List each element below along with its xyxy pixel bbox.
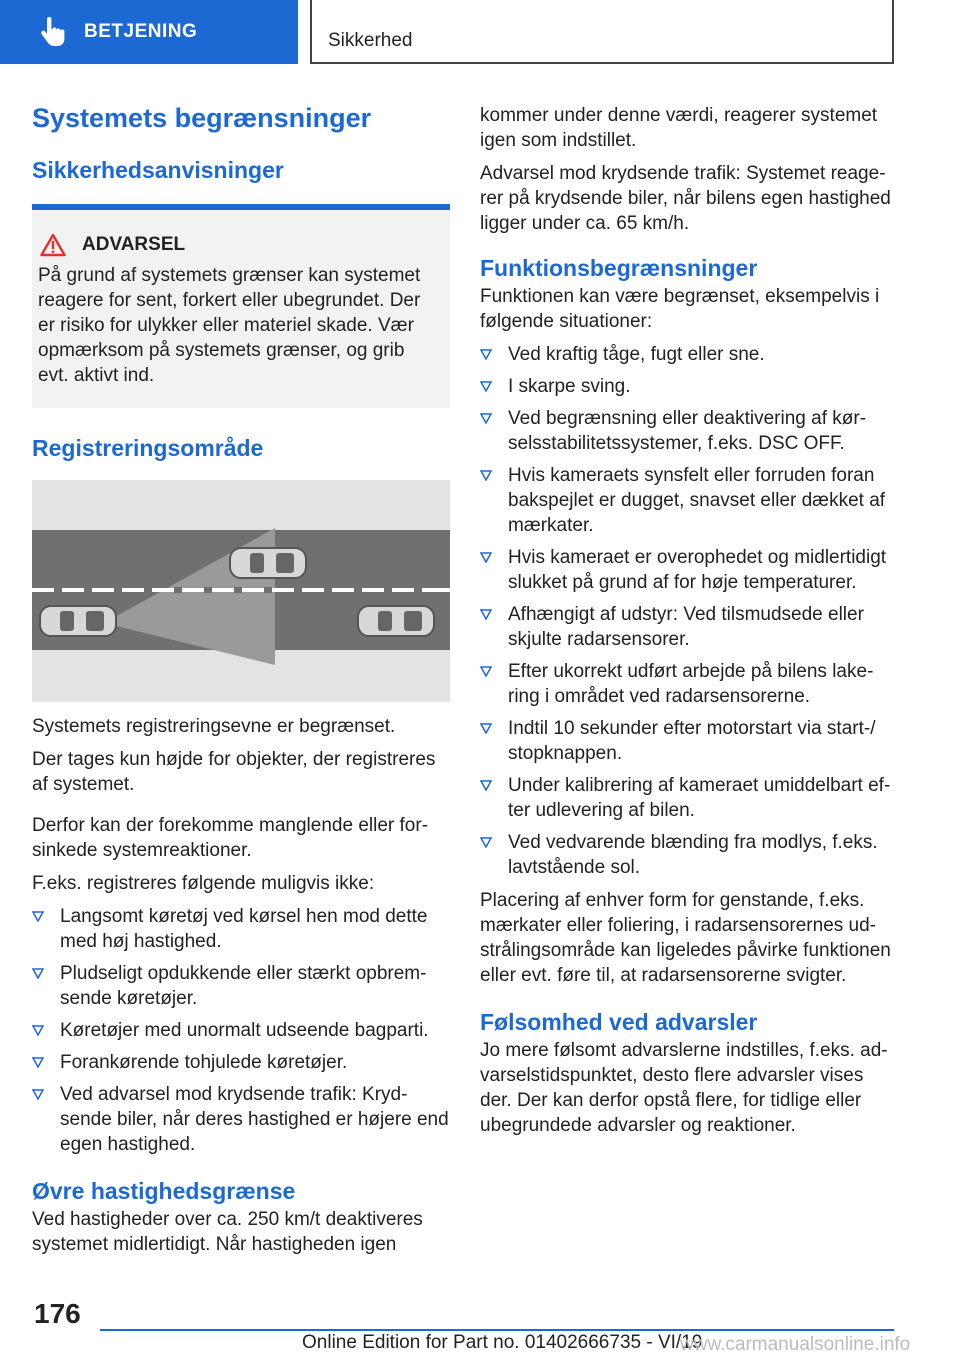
bullet-triangle-icon xyxy=(32,1057,44,1068)
list-item: Ved advarsel mod krydsende trafik: Krydsende biler, når deres hastighed er højere end egen hastighed. xyxy=(32,1082,450,1157)
bullet-triangle-icon xyxy=(480,470,492,481)
road-diagram xyxy=(32,480,450,702)
paragraph: kommer under denne værdi, reagerer systemet igen som indstillet. xyxy=(480,105,878,151)
list-item: I skarpe sving. xyxy=(480,374,898,399)
chapter-label: BETJENING xyxy=(84,21,198,42)
car-target-left xyxy=(230,548,306,578)
page-number: 176 xyxy=(34,1298,81,1329)
list-item: Ved begrænsning eller deaktivering af kørselsstabilitetssystemer, f.eks. DSC OFF. xyxy=(480,406,898,456)
list-item: Pludseligt opdukkende eller stærkt opbremsende køretøjer. xyxy=(32,961,450,1011)
detection-area-heading: Registreringsområde xyxy=(32,435,264,461)
paragraph: F.eks. registreres følgende muligvis ikke: xyxy=(32,873,375,894)
list-item: Indtil 10 sekunder efter motorstart via start-/ stopknappen. xyxy=(480,716,898,766)
warning-header xyxy=(38,232,436,257)
list-item: Langsomt køretøj ved kørsel hen mod dette med høj hastighed. xyxy=(32,904,450,954)
paragraph: Ved hastigheder over ca. 250 km/t deaktiveres systemet midlertidigt. Når hastigheden igen xyxy=(32,1209,423,1255)
list-item: Ved vedvarende blænding fra modlys, f.eks. lavtstående sol. xyxy=(480,830,898,880)
bullet-triangle-icon xyxy=(480,723,492,734)
paragraph: Jo mere følsomt advarslerne indstilles, f.eks. advarselstidspunktet, desto flere advarsler vises der. Der kan derfor opstå flere, for tidlige eller ubegrundede advarsler og reaktioner. xyxy=(480,1040,888,1136)
paragraph: Derfor kan der forekomme manglende eller forsinkede systemreaktioner. xyxy=(32,815,429,861)
list-item: Under kalibrering af kameraet umiddelbart efter udlevering af bilen. xyxy=(480,773,898,823)
warning-text: På grund af systemets grænser kan systemet reagere for sent, forkert eller ubegrundet. Der er risiko for ulykker eller materiel skade. Vær opmærksom på systemets grænser, og grib evt. aktivt ind. xyxy=(38,265,421,386)
car-ego xyxy=(40,606,116,636)
car-target-ahead xyxy=(358,606,434,636)
left-column xyxy=(32,100,450,1265)
section-label: Sikkerhed xyxy=(328,30,413,51)
right-column xyxy=(480,103,898,1146)
bullet-triangle-icon xyxy=(480,666,492,677)
page-title: Systemets begrænsninger xyxy=(32,103,372,133)
bullet-triangle-icon xyxy=(480,349,492,360)
bullet-triangle-icon xyxy=(480,837,492,848)
bullet-triangle-icon xyxy=(480,381,492,392)
bullet-triangle-icon xyxy=(480,552,492,563)
list-item: Hvis kameraet er overophedet og midlertidigt slukket på grund af for høje temperaturer. xyxy=(480,545,898,595)
bullet-triangle-icon xyxy=(32,1089,44,1100)
paragraph: Der tages kun højde for objekter, der registreres af systemet. xyxy=(32,749,436,795)
warning-triangle-icon xyxy=(40,233,66,257)
paragraph: Advarsel mod krydsende trafik: Systemet reagerer på krydsende biler, når bilens egen hastighed ligger under ca. 65 km/h. xyxy=(480,163,891,234)
bullet-triangle-icon xyxy=(480,609,492,620)
hand-pointer-icon xyxy=(40,17,66,47)
bullet-triangle-icon xyxy=(32,911,44,922)
warning-label: ADVARSEL xyxy=(82,234,186,255)
watermark-text: www.carmanualsonline.info xyxy=(680,1334,911,1355)
paragraph: Placering af enhver form for genstande, f.eks. mærkater eller foliering, i radarsensorernes udstrålingsområde kan ligeledes påvirke funktionen eller evt. føre til, at radarsensorerne svigter. xyxy=(480,890,891,986)
bullet-triangle-icon xyxy=(32,968,44,979)
section-header xyxy=(310,0,894,64)
list-item: Afhængigt af udstyr: Ved tilsmudsede eller skjulte radarsensorer. xyxy=(480,602,898,652)
paragraph: Systemets registreringsevne er begrænset. xyxy=(32,716,396,737)
bullet-triangle-icon xyxy=(480,413,492,424)
list-item: Hvis kameraets synsfelt eller forruden foran bakspejlet er dugget, snavset eller dækket af mærkater. xyxy=(480,463,898,538)
list-item: Ved kraftig tåge, fugt eller sne. xyxy=(480,342,898,367)
warning-box xyxy=(32,204,450,408)
edition-text: Online Edition for Part no. 01402666735 - VI/19 xyxy=(302,1332,703,1353)
detection-area-illustration xyxy=(32,480,450,702)
list-item: Forankørende tohjulede køretøjer. xyxy=(32,1050,450,1075)
chapter-tab xyxy=(0,0,298,64)
function-limits-heading: Funktionsbegrænsninger xyxy=(480,255,758,281)
speed-limit-heading: Øvre hastighedsgrænse xyxy=(32,1178,296,1204)
limitations-list xyxy=(32,904,450,1157)
bullet-triangle-icon xyxy=(32,1025,44,1036)
function-limits-list xyxy=(480,342,898,880)
sensitivity-heading: Følsomhed ved advarsler xyxy=(480,1009,758,1035)
list-item: Køretøjer med unormalt udseende bagparti. xyxy=(32,1018,450,1043)
footer-divider xyxy=(100,1329,894,1331)
bullet-triangle-icon xyxy=(480,780,492,791)
safety-heading: Sikkerhedsanvisninger xyxy=(32,157,284,183)
list-item: Efter ukorrekt udført arbejde på bilens lakering i området ved radarsensorerne. xyxy=(480,659,898,709)
paragraph: Funktionen kan være begrænset, eksempelvis i følgende situationer: xyxy=(480,286,880,332)
